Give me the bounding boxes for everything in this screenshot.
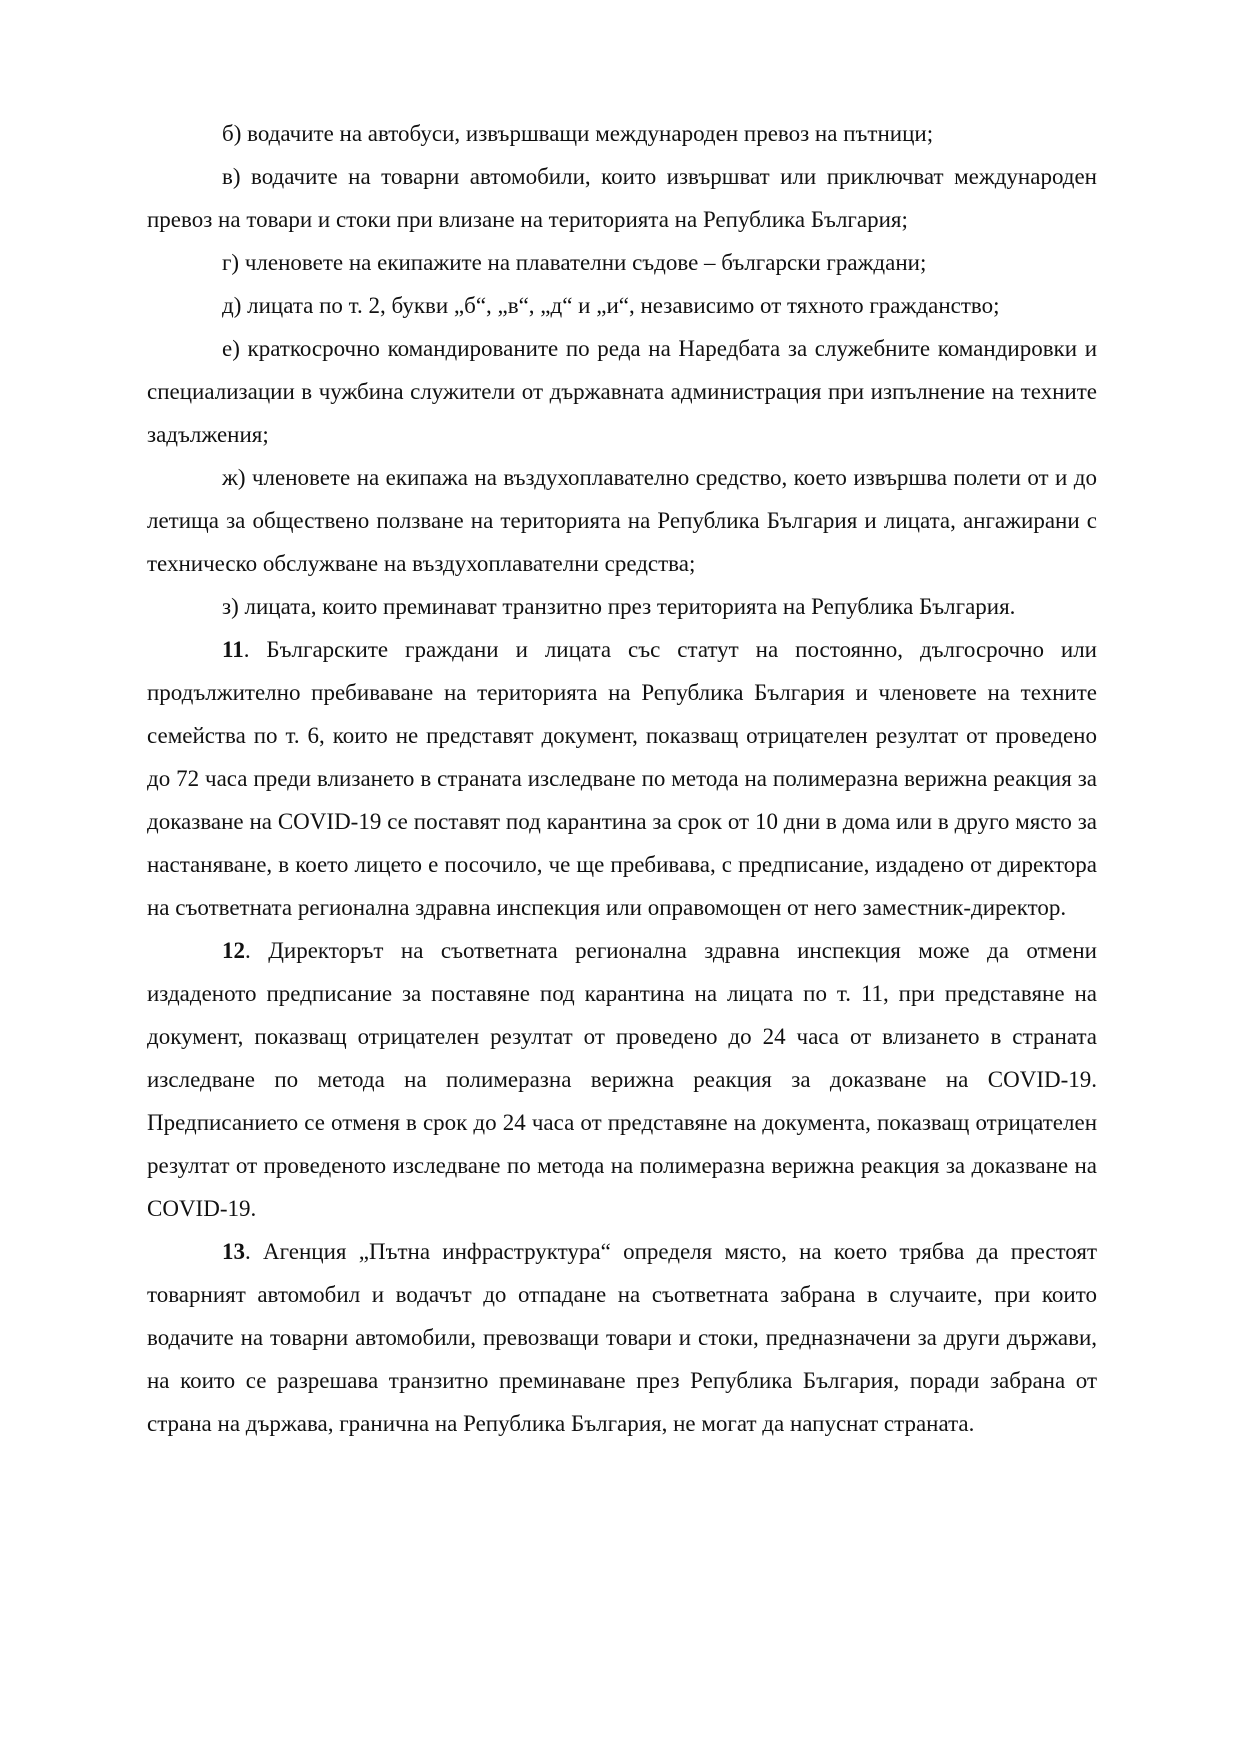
paragraph-d xyxy=(147,284,1097,327)
document-body xyxy=(147,112,1097,1445)
paragraph-text: ж) членовете на екипажа на въздухоплавателно средство, което извършва полети от и до летища за обществено ползване на територията на Република България и лицата, ангажирани с техническо обслужване на въздухоплавателни средства; xyxy=(147,465,1097,576)
paragraph-b xyxy=(147,112,1097,155)
paragraph-text: б) водачите на автобуси, извършващи международен превоз на пътници; xyxy=(222,121,934,146)
paragraph-zh xyxy=(147,456,1097,585)
paragraph-number: 12 xyxy=(222,938,245,963)
paragraph-number: 11 xyxy=(222,637,244,662)
paragraph-text: . Агенция „Пътна инфраструктура“ определя място, на което трябва да престоят товарният автомобил и водачът до отпадане на съответната забрана в случаите, при които водачите на товарни автомобили, превозващи товари и стоки, предназначени за други държави, на които се разрешава транзитно преминаване през Република България, поради забрана от страна на държава, гранична на Република България, не могат да напуснат страната. xyxy=(147,1239,1097,1436)
paragraph-text: г) членовете на екипажите на плавателни съдове – български граждани; xyxy=(222,250,927,275)
paragraph-text: д) лицата по т. 2, букви „б“, „в“, „д“ и „и“, независимо от тяхното гражданство; xyxy=(222,293,1000,318)
paragraph-z xyxy=(147,585,1097,628)
paragraph-text: . Българските граждани и лицата със статут на постоянно, дългосрочно или продължително пребиваване на територията на Република България и членовете на техните семейства по т. 6, които не представят документ, показващ отрицателен резултат от проведено до 72 часа преди влизането в страната изследване по метода на полимеразна верижна реакция за доказване на COVID-19 се поставят под карантина за срок от 10 дни в дома или в друго място за настаняване, в което лицето е посочило, че ще пребивава, с предписание, издадено от директора на съответната регионална здравна инспекция или оправомощен от него заместник-директор. xyxy=(147,637,1097,920)
paragraph-v xyxy=(147,155,1097,241)
paragraph-text: . Директорът на съответната регионална здравна инспекция може да отмени издаденото предписание за поставяне под карантина на лицата по т. 11, при представяне на документ, показващ отрицателен резултат от проведено до 24 часа от влизането в страната изследване по метода на полимеразна верижна реакция за доказване на COVID-19. Предписанието се отменя в срок до 24 часа от представяне на документа, показващ отрицателен резултат от проведеното изследване по метода на полимеразна верижна реакция за доказване на COVID-19. xyxy=(147,938,1097,1221)
paragraph-12 xyxy=(147,929,1097,1230)
paragraph-g xyxy=(147,241,1097,284)
paragraph-e xyxy=(147,327,1097,456)
paragraph-11 xyxy=(147,628,1097,929)
paragraph-text: з) лицата, които преминават транзитно през територията на Република България. xyxy=(222,594,1016,619)
paragraph-text: е) краткосрочно командированите по реда на Наредбата за служебните командировки и специализации в чужбина служители от държавната администрация при изпълнение на техните задължения; xyxy=(147,336,1097,447)
paragraph-text: в) водачите на товарни автомобили, които извършват или приключват международен превоз на товари и стоки при влизане на територията на Република България; xyxy=(147,164,1097,232)
paragraph-13 xyxy=(147,1230,1097,1445)
paragraph-number: 13 xyxy=(222,1239,245,1264)
